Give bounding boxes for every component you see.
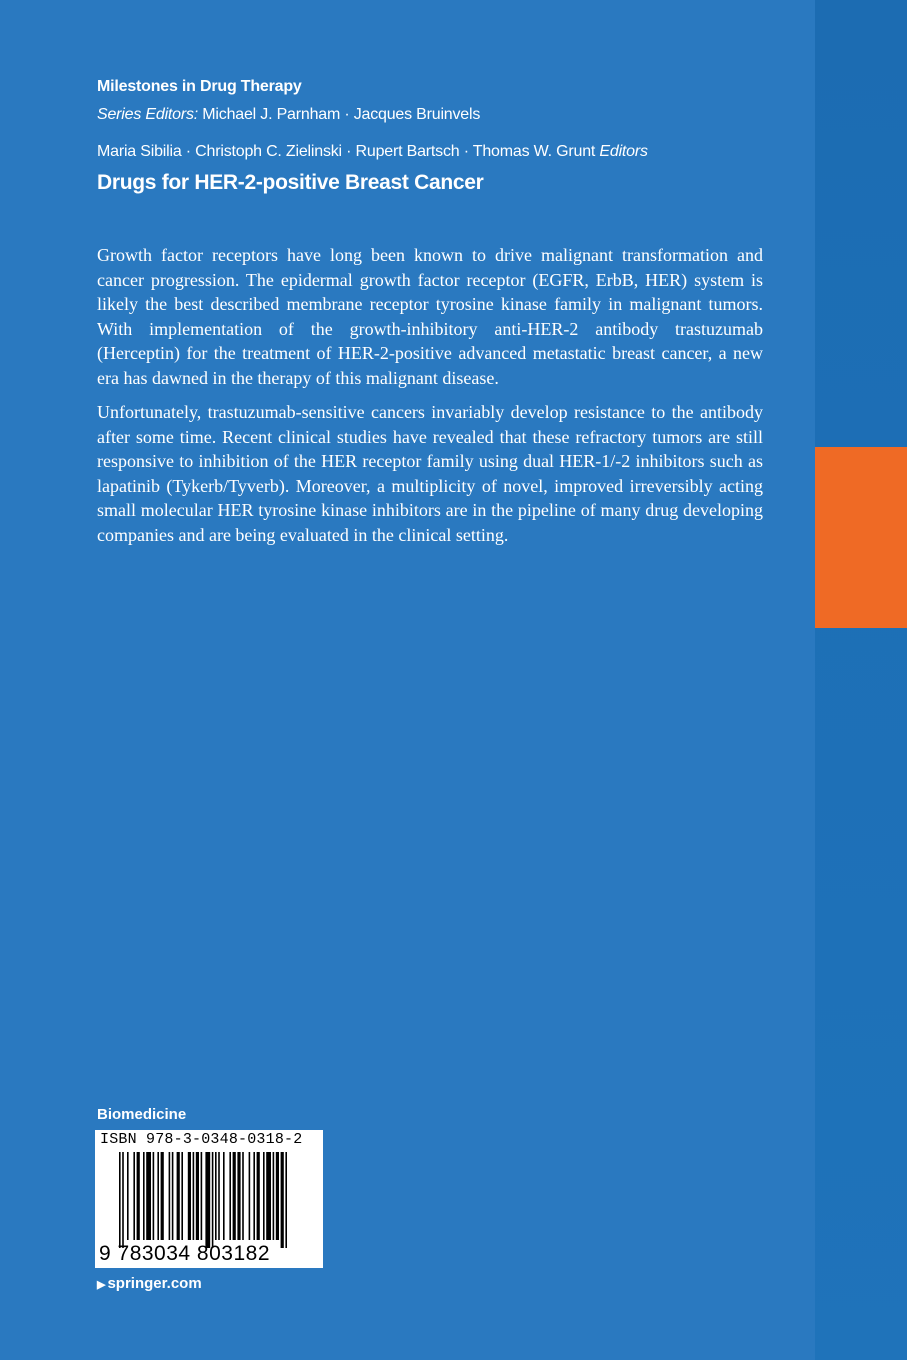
barcode-bar [229, 1152, 231, 1240]
barcode-bar [177, 1152, 180, 1240]
barcode-bar [276, 1152, 279, 1240]
barcode-bar [127, 1152, 129, 1240]
barcode-digits: 9 783034 803182 [99, 1242, 270, 1265]
subject-category: Biomedicine [97, 1106, 187, 1123]
barcode-bar [223, 1152, 225, 1240]
blurb-paragraph-1: Growth factor receptors have long been known to drive malignant transformation and cancer progression. The epidermal growth factor receptor (EGFR, ErbB, HER) system is likely the best described membrane receptor tyrosine kinase family in malignant tumors. With implementation of the growth-inhibitory anti-HER-2 antibody trastuzumab (Herceptin) for the treatment of HER-2-positive advanced metastatic breast cancer, a new era has dawned in the therapy of this malignant disease. [97, 245, 763, 388]
barcode-bar [137, 1152, 140, 1240]
barcode-bar [249, 1152, 251, 1240]
barcode-bar [285, 1152, 287, 1248]
barcode-bar [172, 1152, 174, 1240]
series-title: Milestones in Drug Therapy [97, 78, 302, 95]
barcode-bar [157, 1152, 159, 1240]
barcode-bar [257, 1152, 260, 1240]
barcode-bar [273, 1152, 275, 1240]
arrow-icon: ▶ [97, 1279, 106, 1291]
edge-strip [815, 0, 907, 1360]
series-editors [97, 106, 480, 124]
series-editors-names: Michael J. Parnham · Jacques Bruinvels [202, 106, 481, 123]
barcode-bar [122, 1152, 124, 1248]
book-editors [97, 143, 648, 161]
barcode-bar [218, 1152, 220, 1240]
barcode-bar [233, 1152, 236, 1240]
blurb-paragraph-2: Unfortunately, trastuzumab-sensitive cancers invariably develop resistance to the antibody after some time. Recent clinical studies have revealed that these refractory tumors are still responsive to inhibition of the HER receptor family using dual HER-1/-2 inhibitors such as lapatinib (Tykerb/Tyverb). Moreover, a multiplicity of novel, improved irreversibly acting small molecular HER tyrosine kinase inhibitors are in the pipeline of many drug developing companies and are being evaluated in the clinical setting. [97, 402, 763, 545]
isbn-text: ISBN 978-3-0348-0318-2 [100, 1131, 303, 1148]
barcode-bar [281, 1152, 284, 1248]
barcode-bar [193, 1152, 195, 1240]
barcode [95, 1130, 323, 1268]
barcode-bar [237, 1152, 240, 1240]
orange-accent-bar [815, 447, 907, 628]
series-editors-label: Series Editors: [97, 106, 199, 123]
book-title: Drugs for HER-2-positive Breast Cancer [97, 171, 484, 194]
barcode-bar [119, 1152, 121, 1248]
barcode-bar [169, 1152, 171, 1240]
barcode-bar [266, 1152, 271, 1240]
barcode-bar [242, 1152, 244, 1240]
barcode-bar [201, 1152, 203, 1240]
blurb [97, 243, 763, 557]
barcode-bar [188, 1152, 191, 1240]
barcode-bar [153, 1152, 155, 1240]
barcode-bar [133, 1152, 135, 1240]
book-editors-role: Editors [599, 143, 648, 160]
barcode-bar [146, 1152, 151, 1240]
barcode-bar [181, 1152, 183, 1240]
website-link[interactable] [97, 1275, 202, 1292]
book-editors-names: Maria Sibilia · Christoph C. Zielinski · Rupert Bartsch · Thomas W. Grunt [97, 143, 596, 160]
barcode-bar [253, 1152, 255, 1240]
barcode-bar [263, 1152, 265, 1240]
barcode-bar [212, 1152, 214, 1248]
website-text: springer.com [107, 1275, 202, 1292]
barcode-bar [161, 1152, 164, 1240]
barcode-bar [196, 1152, 199, 1240]
barcode-bar [143, 1152, 145, 1240]
barcode-bar [205, 1152, 210, 1248]
barcode-bar [215, 1152, 217, 1240]
